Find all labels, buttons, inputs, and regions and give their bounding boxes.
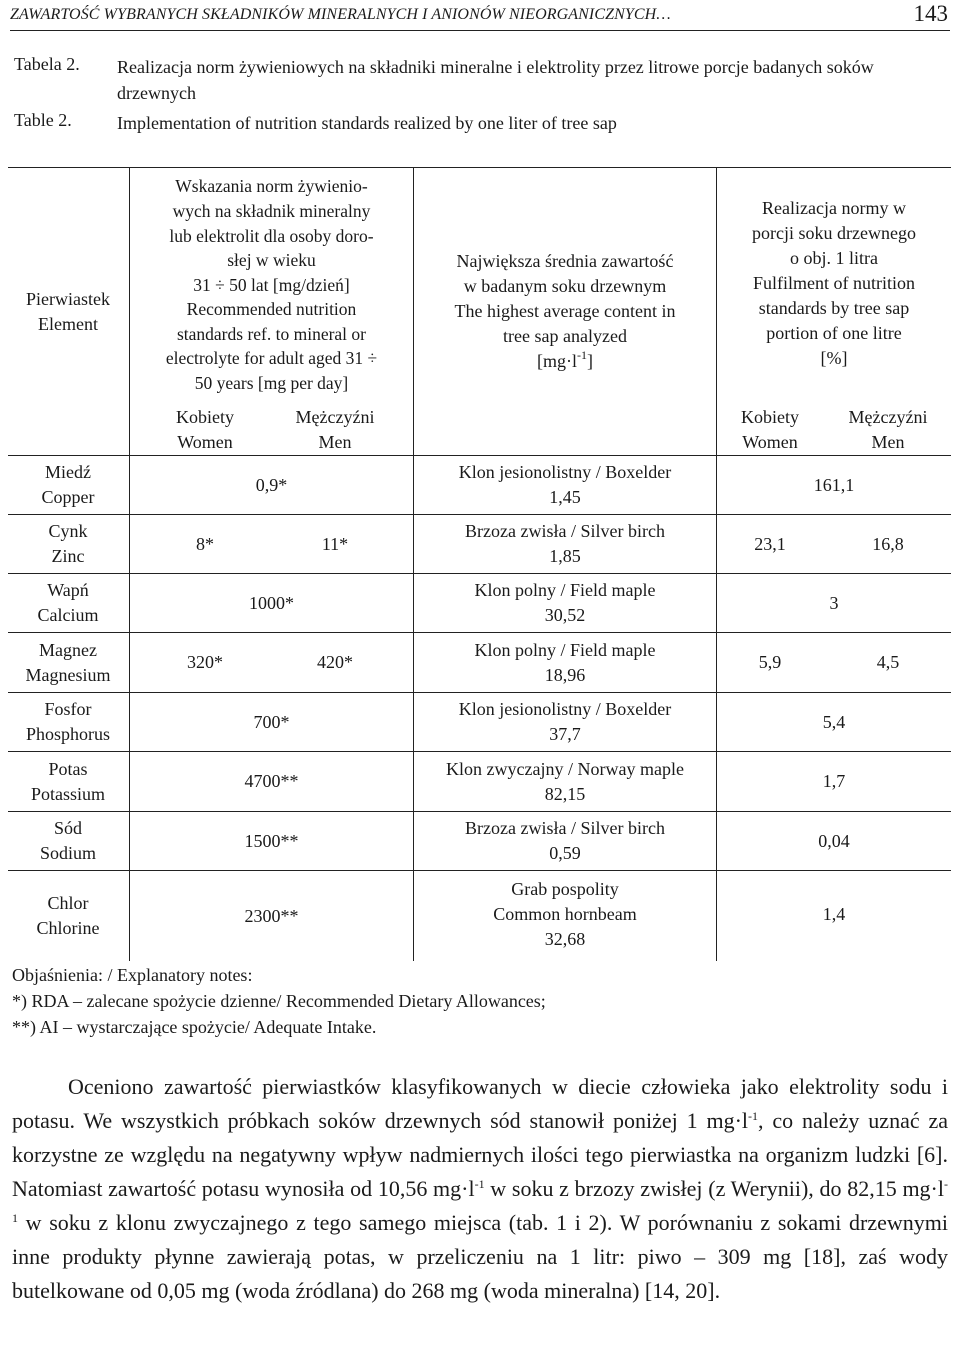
source-value: Klon polny / Field maple 18,96 [474,639,656,685]
table-row-element: Sód Sodium [39,818,96,863]
norm-value: 2300** [244,905,299,926]
note-rda: *) RDA – zalecane spożycie dzienne/ Recommended Dietary Allowances; [12,991,546,1011]
fulfil-value: 161,1 [813,474,855,495]
norm-value: 0,9* [255,474,288,495]
fulfil-women-value: 5,9 [758,652,782,672]
fulfil-men-value: 16,8 [872,533,904,554]
norm-men-value: 420* [317,652,353,672]
header-women-fulfil: Kobiety Women [741,407,799,452]
header-men-fulfil: Mężczyźni Men [848,407,928,452]
source-value: Klon polny / Field maple 30,52 [474,580,656,625]
notes-heading: Objaśnienia: / Explanatory notes: [12,965,253,985]
header-norm: Wskazania norm żywienio- wych na składnik mineralny lub elektrolit dla osoby doro- słej w wieku 31 ÷ 50 lat [mg/dzień] Recommended nutrition standards ref. to mineral or electrolyte for adult aged 31 ÷ 50 years [mg per day] [165,176,378,394]
fulfil-value: 0,04 [818,830,850,851]
fulfil-value: 1,4 [822,903,846,924]
table-row-element: Potas Potassium [30,758,105,804]
body-paragraph: Oceniono zawartość pierwiastków klasyfikowanych w diecie człowieka jako elektrolity sodu i potasu. We wszystkich próbkach soków drzewnych sód stanowił poniżej 1 $mg\cdot l^{-1}$, co należy uznać za korzystne ze względu na negatywny wpływ nadmiernych ilości tego pierwiastka na organizm ludzki [6]. Natomiast zawartość potasu wynosiła od 10,56 $mg\cdot l^{-1}$ w soku z brzozy zwisłej (z Werynii), do 82,15 $mg\cdot l^{-1}$ w soku z klonu zwyczajnego z tego samego miejsca (tab. 1 i 2). W porównaniu z sokami drzewnymi inne produkty płynne zawierają potas, w przeliczeniu na 1 litr: piwo – 309 mg [18], zaś wody butelkowane od 0,05 mg (woda źródlana) do 268 mg (woda mineralna) [14, 20]. [12,1074,948,1303]
norm-women-value: 320* [187,652,223,672]
source-value: Brzoza zwisła / Silver birch 1,85 [465,521,665,566]
caption-label-pl: Tabela 2. [14,54,80,74]
table-row-element: Cynk Zinc [48,521,88,566]
header-men-norm: Mężczyźni Men [295,407,375,452]
column-divider [716,168,717,961]
norm-value: 1000* [249,592,294,613]
source-value: Brzoza zwisła / Silver birch 0,59 [465,818,665,863]
running-header [10,0,950,31]
norm-women-value: 8* [196,533,214,554]
table-row-element: Miedź Copper [41,462,95,507]
running-title: ZAWARTOŚĆ WYBRANYCH SKŁADNIKÓW MINERALNYCH I ANIONÓW NIEORGANICZNYCH… [10,6,671,23]
fulfil-value: 1,7 [822,771,846,791]
table-notes [12,962,546,1040]
header-element: Pierwiastek Element [26,288,110,334]
fulfil-women-value: 23,1 [754,533,786,554]
note-ai: **) AI – wystarczające spożycie/ Adequate Intake. [12,1017,377,1037]
fulfil-value: 5,4 [822,711,846,732]
table-row-element: Chlor Chlorine [36,893,100,938]
caption-text-pl: Realizacja norm żywieniowych na składniki mineralne i elektrolity przez litrowe porcje badanych soków drzewnych [117,57,874,103]
caption-text-en: Implementation of nutrition standards realized by one liter of tree sap [117,113,617,133]
source-value: Grab pospolity Common hornbeam 32,68 [493,878,637,949]
table-row-element: Fosfor Phosphorus [25,699,110,744]
norm-value: 4700** [244,771,299,791]
norm-value: 700* [253,711,290,732]
norm-men-value: 11* [321,533,349,554]
source-value: Klon zwyczajny / Norway maple 82,15 [446,758,684,804]
caption-label-en: Table 2. [14,110,72,130]
header-fulfilment: Realizacja normy w porcji soku drzewnego o obj. 1 litra Fulfilment of nutrition standards by tree sap portion of one litre [%] [752,197,916,368]
norm-value: 1500** [244,830,299,851]
source-value: Klon jesionolistny / Boxelder 1,45 [458,462,672,507]
source-value: Klon jesionolistny / Boxelder 37,7 [458,699,672,744]
table-row-element: Wapń Calcium [37,580,99,625]
header-women-norm: Kobiety Women [176,407,234,452]
fulfil-men-value: 4,5 [876,652,900,672]
table-row-element: Magnez Magnesium [25,639,111,685]
header-content: Największa średnia zawartość w badanym soku drzewnym The highest average content in tree sap analyzed $[mg\cdot l^{-1}]$ [454,251,676,371]
fulfil-value: 3 [829,592,839,613]
page-number: 143 [913,1,948,26]
